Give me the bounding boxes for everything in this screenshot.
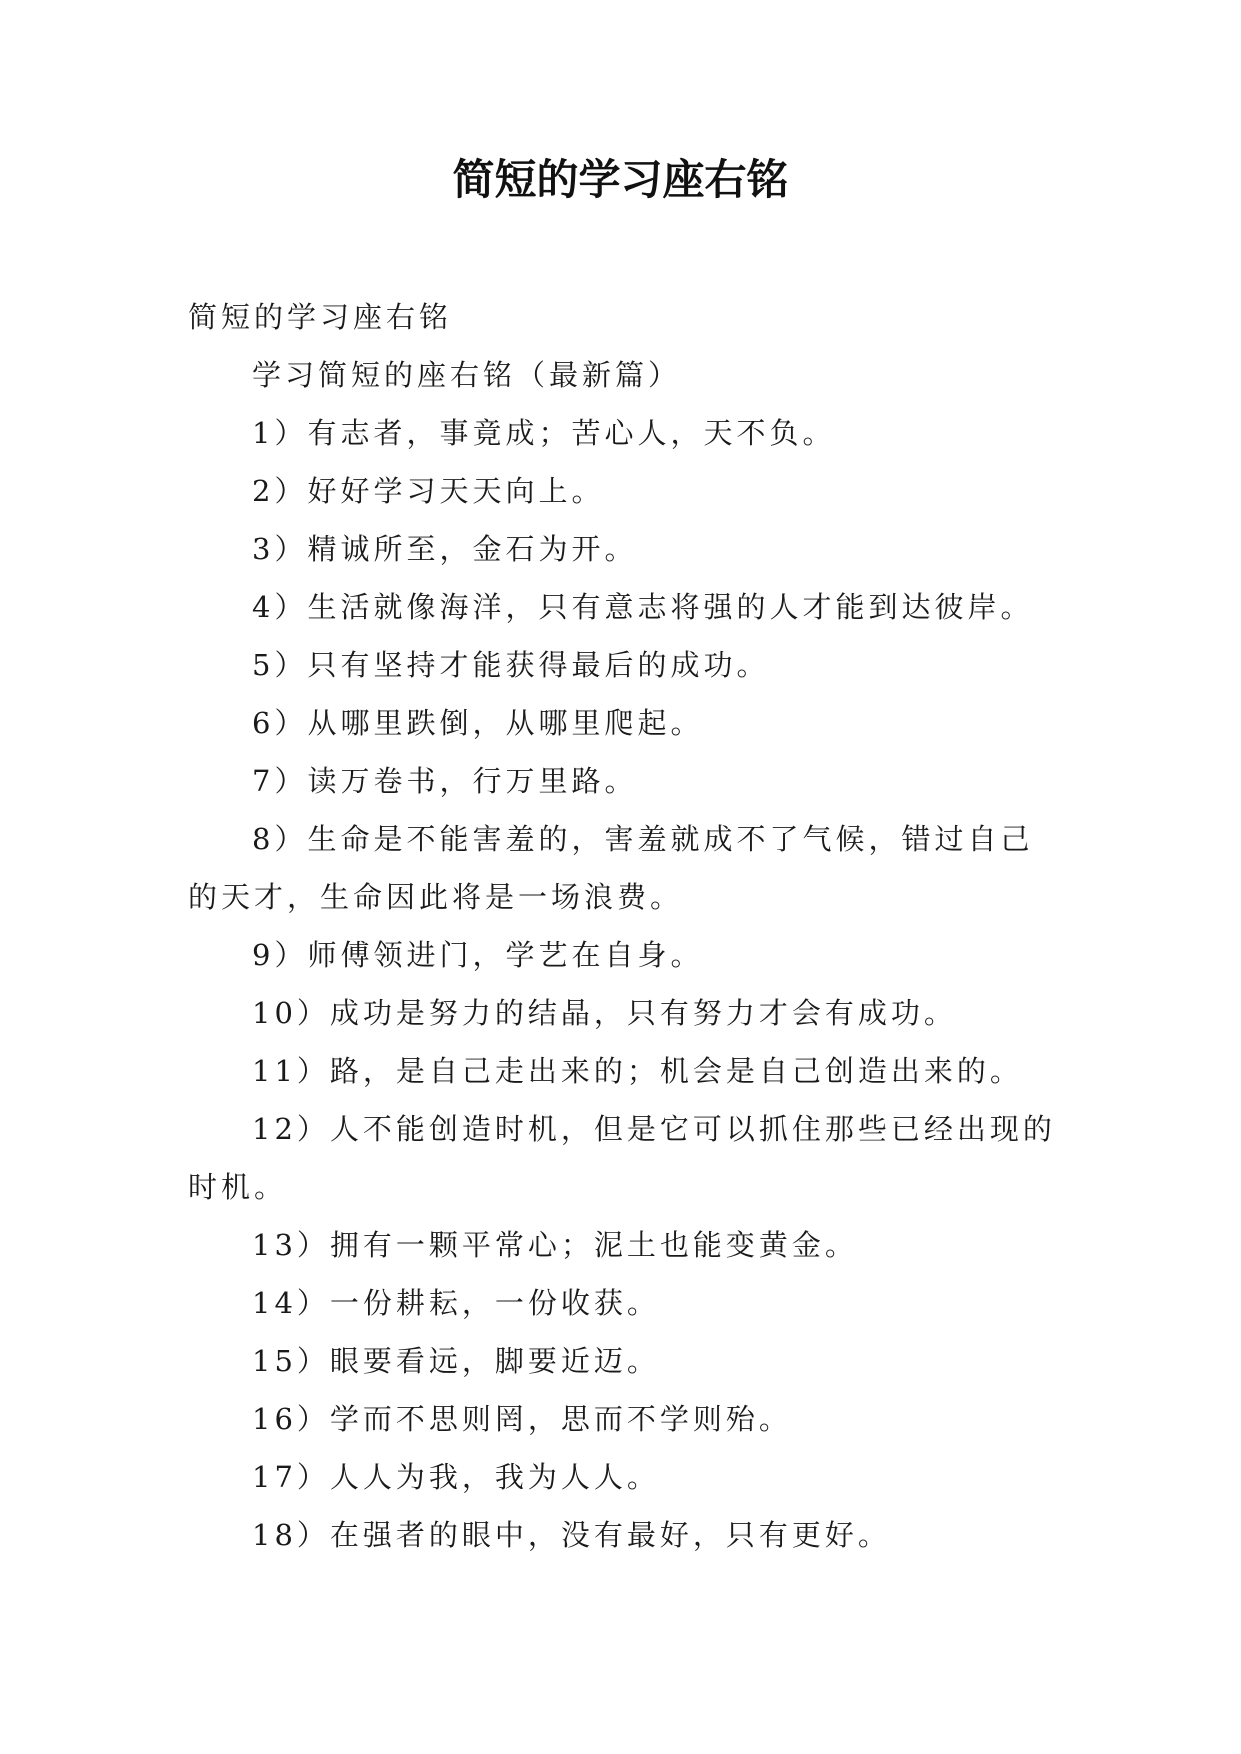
motto-item-11: 11）路，是自己走出来的；机会是自己创造出来的。: [252, 1054, 1023, 1088]
document-title: 简短的学习座右铭: [452, 155, 789, 204]
motto-item-17: 17）人人为我，我为人人。: [252, 1460, 660, 1494]
motto-item-10: 10）成功是努力的结晶，只有努力才会有成功。: [252, 996, 957, 1030]
motto-item-14: 14）一份耕耘，一份收获。: [252, 1286, 660, 1320]
motto-item-9: 9）师傅领进门，学艺在自身。: [252, 938, 704, 972]
motto-item-18: 18）在强者的眼中，没有最好，只有更好。: [252, 1518, 891, 1552]
subtitle-line: 学习简短的座右铭（最新篇）: [252, 358, 682, 392]
motto-item-8: 8）生命是不能害羞的，害羞就成不了气候，错过自己的天才，生命因此将是一场浪费。: [188, 822, 1034, 914]
motto-item-7: 7）读万卷书，行万里路。: [252, 764, 638, 798]
motto-item-12: 12）人不能创造时机，但是它可以抓住那些已经出现的时机。: [188, 1112, 1056, 1204]
motto-item-2: 2）好好学习天天向上。: [252, 474, 605, 508]
motto-item-3: 3）精诚所至，金石为开。: [252, 532, 638, 566]
motto-item-1: 1）有志者，事竟成；苦心人，天不负。: [252, 416, 836, 450]
motto-item-15: 15）眼要看远，脚要近迈。: [252, 1344, 660, 1378]
motto-item-6: 6）从哪里跌倒，从哪里爬起。: [252, 706, 704, 740]
intro-line: 简短的学习座右铭: [188, 300, 453, 334]
motto-item-16: 16）学而不思则罔，思而不学则殆。: [252, 1402, 792, 1436]
document-body: [188, 288, 1058, 1564]
motto-item-13: 13）拥有一颗平常心；泥土也能变黄金。: [252, 1228, 858, 1262]
motto-item-5: 5）只有坚持才能获得最后的成功。: [252, 648, 770, 682]
motto-item-4: 4）生活就像海洋，只有意志将强的人才能到达彼岸。: [252, 590, 1034, 624]
